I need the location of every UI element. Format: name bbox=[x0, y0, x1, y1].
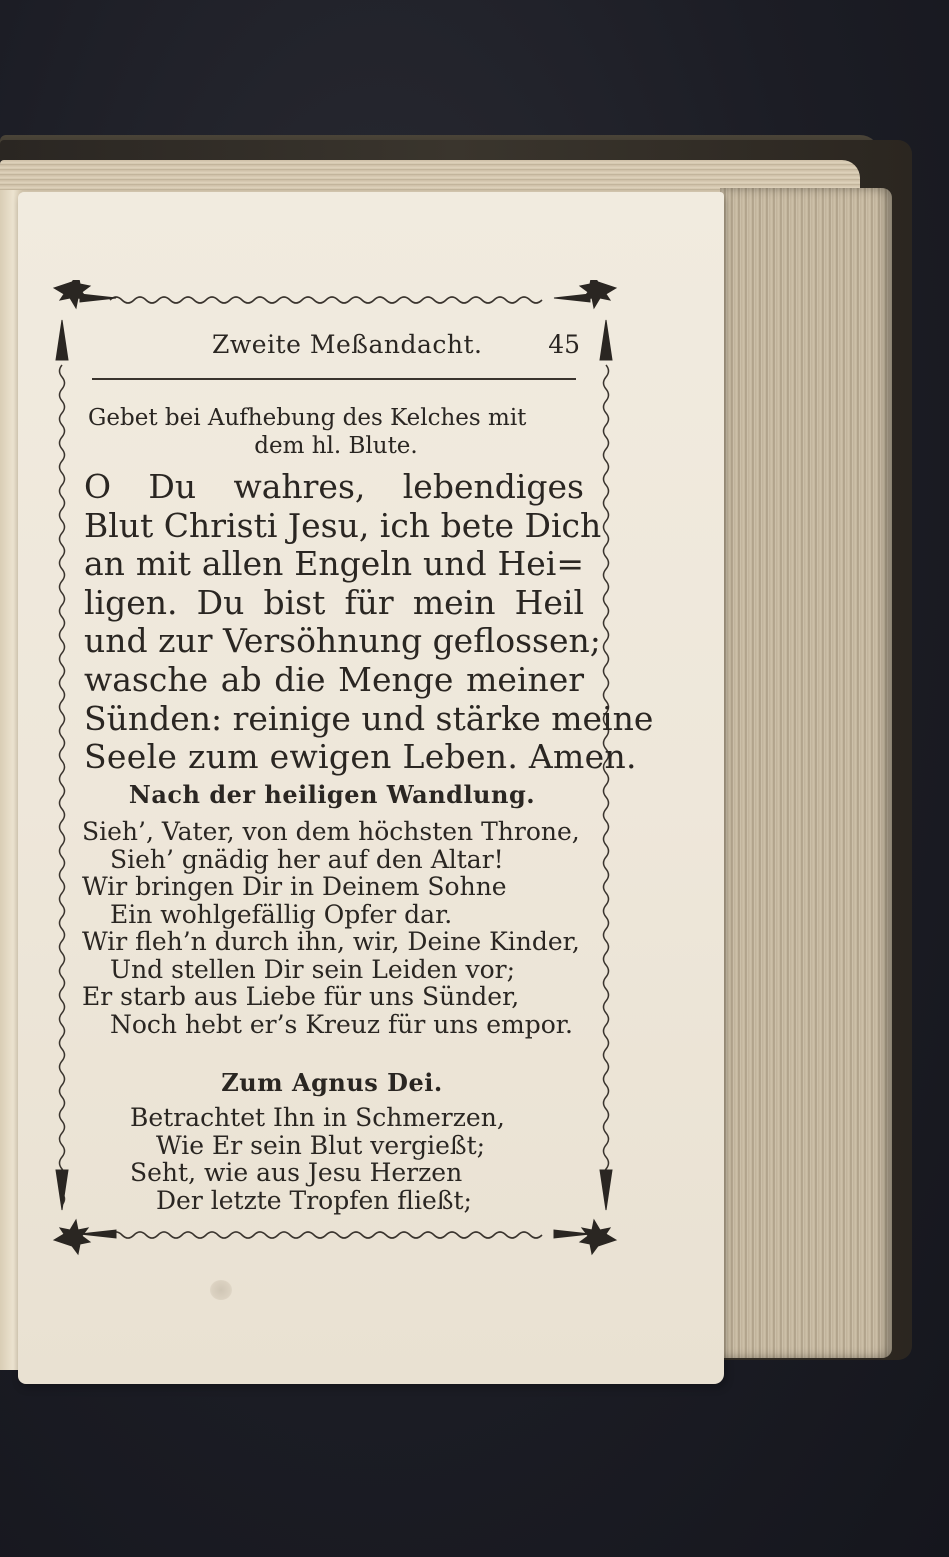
running-head bbox=[82, 318, 582, 362]
hymn-line: Er starb aus Liebe für uns Sünder, bbox=[82, 982, 520, 1011]
header-rule bbox=[92, 378, 576, 380]
hymn-line: Sieh’, Vater, von dem höchsten Throne, bbox=[82, 817, 580, 846]
page-number: 45 bbox=[548, 330, 580, 359]
wandlung-hymn bbox=[82, 818, 582, 1038]
running-title: Zweite Meßandacht. bbox=[212, 330, 483, 359]
prayer-heading bbox=[88, 404, 584, 460]
hymn-line: Seht, wie aus Jesu Herzen bbox=[130, 1158, 463, 1187]
hymn-line: Wir bringen Dir in Deinem Sohne bbox=[82, 872, 507, 901]
prayer-body bbox=[84, 467, 654, 777]
hymn-line: Wir fleh’n durch ihn, wir, Deine Kinder, bbox=[82, 927, 580, 956]
paper-stain bbox=[210, 1280, 232, 1300]
hymn-line: Ein wohlgefällig Opfer dar. bbox=[110, 899, 453, 929]
prayer-line: an mit allen Engeln und Hei= bbox=[84, 544, 584, 584]
wandlung-heading: Nach der heiligen Wandlung. bbox=[128, 780, 536, 809]
prayer-line: Blut Christi Jesu, ich bete Dich bbox=[84, 505, 602, 545]
prayer-heading-line-1: Gebet bei Aufhebung des Kelches mit bbox=[88, 405, 527, 431]
prayer-heading-line-2: dem hl. Blute. bbox=[254, 433, 418, 459]
prayer-line: Seele zum ewigen Leben. Amen. bbox=[84, 737, 637, 777]
hymn-line: Der letzte Tropfen fließt; bbox=[156, 1185, 472, 1215]
hymn-line: Wie Er sein Blut vergießt; bbox=[156, 1130, 486, 1160]
prayer-line: und zur Versöhnung geflossen; bbox=[84, 621, 601, 661]
prayer-line: Sünden: reinige und stärke meine bbox=[84, 698, 654, 738]
hymn-line: Und stellen Dir sein Leiden vor; bbox=[110, 954, 516, 984]
page-text bbox=[82, 318, 654, 1215]
agnus-heading: Zum Agnus Dei. bbox=[221, 1068, 443, 1097]
hymn-line: Sieh’ gnädig her auf den Altar! bbox=[110, 844, 504, 874]
agnus-hymn bbox=[130, 1104, 570, 1214]
hymn-line: Betrachtet Ihn in Schmerzen, bbox=[130, 1103, 505, 1132]
prayer-line: ligen. Du bist für mein Heil bbox=[84, 582, 584, 622]
prayer-line: wasche ab die Menge meiner bbox=[84, 659, 584, 699]
hymn-line: Noch hebt er’s Kreuz für uns empor. bbox=[110, 1009, 573, 1039]
page-edges-fore-edge bbox=[720, 188, 892, 1358]
prayer-line: O Du wahres, lebendiges bbox=[84, 467, 584, 506]
